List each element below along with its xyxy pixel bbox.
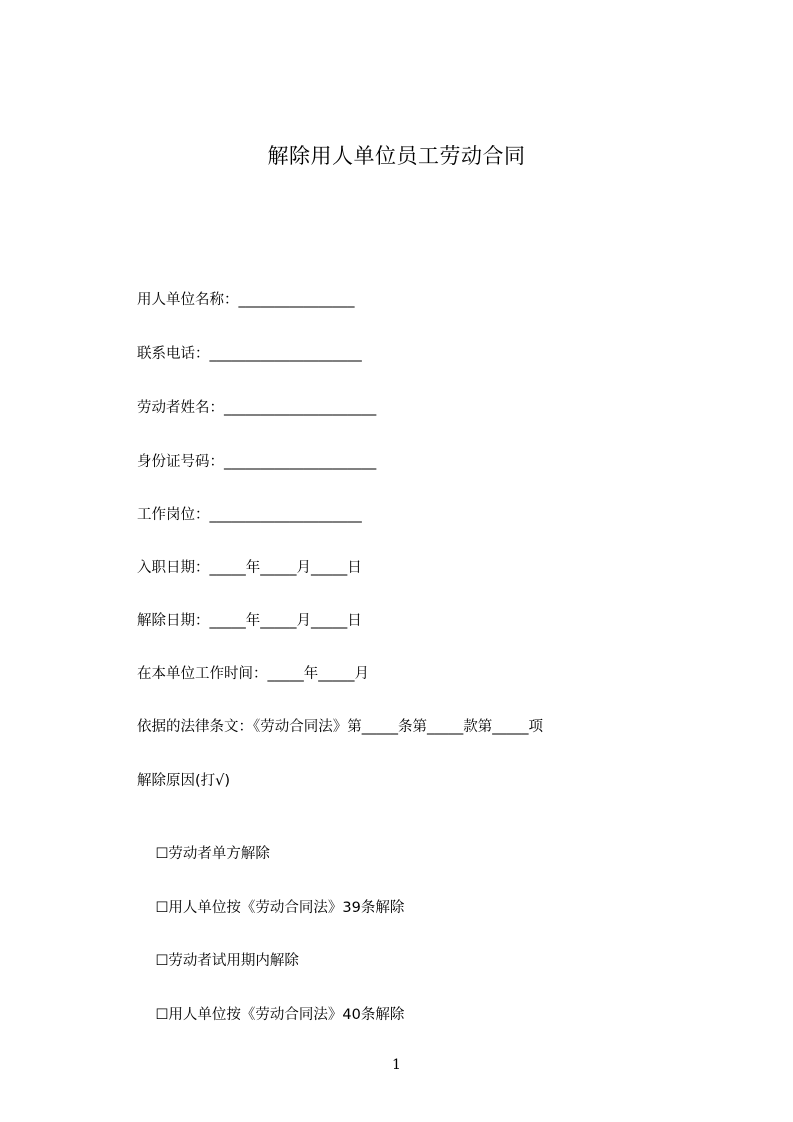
employer-name-field: 用人单位名称：________________ bbox=[137, 292, 355, 308]
position-field: 工作岗位：_____________________ bbox=[137, 507, 362, 523]
termination-date-field: 解除日期：_____年_____月_____日 bbox=[137, 613, 362, 629]
worker-name-field: 劳动者姓名：_____________________ bbox=[137, 400, 377, 416]
document-title: 解除用人单位员工劳动合同 bbox=[267, 144, 526, 168]
contact-phone-field: 联系电话：_____________________ bbox=[137, 346, 362, 362]
reasons-heading: 解除原因(打√) bbox=[137, 773, 231, 789]
reason-option-label: ☐劳动者单方解除 bbox=[155, 846, 270, 862]
id-number-field: 身份证号码：_____________________ bbox=[137, 454, 377, 470]
page-number: 1 bbox=[392, 1057, 401, 1073]
reason-option[interactable] bbox=[137, 931, 299, 991]
reason-option[interactable] bbox=[137, 824, 270, 884]
tenure-field: 在本单位工作时间：_____年_____月 bbox=[137, 666, 369, 682]
reason-option-label: ☐用人单位按《劳动合同法》40条解除 bbox=[155, 1007, 405, 1023]
reason-option-label: ☐劳动者试用期内解除 bbox=[155, 953, 299, 969]
hire-date-field: 入职日期：_____年_____月_____日 bbox=[137, 560, 362, 576]
legal-basis-field: 依据的法律条文：《劳动合同法》第_____条第_____款第_____项 bbox=[137, 719, 543, 735]
reason-option-label: ☐用人单位按《劳动合同法》39条解除 bbox=[155, 900, 405, 916]
reason-option[interactable] bbox=[137, 878, 404, 938]
reason-option[interactable] bbox=[137, 985, 404, 1045]
